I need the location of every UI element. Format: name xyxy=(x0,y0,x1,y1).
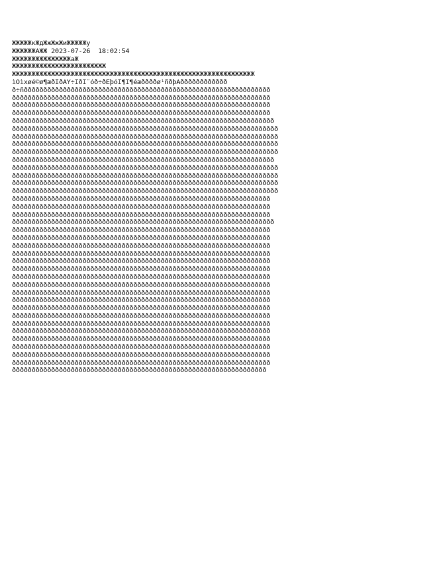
paragraph-2 xyxy=(12,118,428,149)
header-line: ЖЖЖЖЖЖЖЖЖЖЖЖЖЖЖаЖ xyxy=(12,55,79,63)
text-line: ðððððððððððððððððððððððððððððððððððððððððððððððððððððððððððððððððððð xyxy=(12,164,279,172)
document-body xyxy=(12,40,428,375)
paragraph-5 xyxy=(12,204,428,235)
text-line: ð÷ñððððððððððððððððððððððððððððððððððððððððððððððððððððððððððððððð xyxy=(12,86,271,94)
text-line: ðððððððððððððððððððððððððððððððððððððððððððððððððððððððððððððððððð xyxy=(12,227,271,235)
text-line: ððððððððððððððððððððððððððððððððððððððððððððððððððððððððððððððððððð xyxy=(12,117,275,125)
text-line: ðððððððððððððððððððððððððððððððððððððððððððððððððððððððððððððððððð xyxy=(12,110,271,118)
text-line: ðððððððððððððððððððððððððððððððððððððððððððððððððððððððððððððððððð xyxy=(12,281,271,289)
header-date-line: ЖЖЖЖЖЖАЖЖ 2023-07-26 18:02:54 xyxy=(12,47,130,55)
text-line: ðððððððððððððððððððððððððððððððððððððððððððððððððððððððððððððððððð xyxy=(12,211,271,219)
text-line: ðððððððððððððððððððððððððððððððððððððððððððððððððððððððððððððððððð xyxy=(12,242,271,250)
text-line: ðððððððððððððððððððððððððððððððððððððððððððððððððððððððððððððððððð xyxy=(12,250,271,258)
text-line: ðððððððððððððððððððððððððððððððððððððððððððððððððððððððððððððððððððð xyxy=(12,149,279,157)
paragraph-7 xyxy=(12,313,428,375)
header-line: ЖЖЖЖЖкЖдЖжЖжЖиЖЖЖЖЖу xyxy=(12,40,91,47)
text-line: ðððððððððððððððððððððððððððððððððððððððððððððððððððððððððððððððððð xyxy=(12,312,271,320)
text-line: ðððððððððððððððððððððððððððððððððððððððððððððððððððððððððððððððððð xyxy=(12,336,271,344)
text-line: ðððððððððððððððððððððððððððððððððððððððððððððððððððððððððððððððððððð xyxy=(12,141,279,149)
text-line: ðððððððððððððððððððððððððððððððððððððððððððððððððððððððððððððððððð xyxy=(12,359,271,367)
text-line: ðððððððððððððððððððððððððððððððððððððððððððððððððððððððððððððððððððð xyxy=(12,172,279,180)
paragraph-3 xyxy=(12,149,428,188)
document-header xyxy=(12,40,428,79)
text-line: ððððððððððððððððððððððððððððððððððððððððððððððððððððððððððððððððððð xyxy=(12,156,275,164)
text-line: ðððððððððððððððððððððððððððððððððððððððððððððððððððððððððððððððððð xyxy=(12,344,271,352)
text-line: ðððððððððððððððððððððððððððððððððððððððððððððððððððððððððððððððððð xyxy=(12,305,271,313)
text-line: ðððððððððððððððððððððððððððððððððððððððððððððððððððððððððððððððððð xyxy=(12,94,271,102)
text-line: ðððððððððððððððððððððððððððððððððððððððððððððððððððððððððððððððððð xyxy=(12,195,271,203)
paragraph-6 xyxy=(12,235,428,313)
header-line: ЖЖЖЖЖЖЖЖЖЖЖЖЖЖЖЖЖЖЖЖЖЖЖЖЖЖЖЖЖЖЖЖЖЖЖЖЖЖЖЖЖЖЖЖЖЖЖЖЖЖЖЖЖЖЖЖЖЖЖЖЖЖ xyxy=(12,71,255,79)
text-line: ìÖìxøé©ø¶æðÍðÃÝ÷ÍðÍ¨óð÷ðÈþóÍ¶Í¶éæððððø¹ñðþÃðððððððððððð xyxy=(12,78,228,86)
text-line: ðððððððððððððððððððððððððððððððððððððððððððððððððððððððððððððððððððð xyxy=(12,125,279,133)
text-line: ðððððððððððððððððððððððððððððððððððððððððððððððððððððððððððððððððð xyxy=(12,102,271,110)
text-line: ðððððððððððððððððððððððððððððððððððððððððððððððððððððððððððððððððð xyxy=(12,234,271,242)
text-line: ððððððððððððððððððððððððððððððððððððððððððððððððððððððððððððððððð xyxy=(12,367,267,375)
paragraph-1 xyxy=(12,79,428,118)
text-line: ðððððððððððððððððððððððððððððððððððððððððððððððððððððððððððððððððð xyxy=(12,320,271,328)
text-line: ðððððððððððððððððððððððððððððððððððððððððððððððððððððððððððððððððððð xyxy=(12,180,279,188)
text-line: ðððððððððððððððððððððððððððððððððððððððððððððððððððððððððððððððððððð xyxy=(12,133,279,141)
text-line: ððððððððððððððððððððððððððððððððððððððððððððððððððððððððððððððððððð xyxy=(12,219,275,227)
text-line: ðððððððððððððððððððððððððððððððððððððððððððððððððððððððððððððððððð xyxy=(12,328,271,336)
text-line: ðððððððððððððððððððððððððððððððððððððððððððððððððððððððððððððððððððð xyxy=(12,188,279,196)
text-line: ðððððððððððððððððððððððððððððððððððððððððððððððððððððððððððððððððð xyxy=(12,289,271,297)
text-line: ðððððððððððððððððððððððððððððððððððððððððððððððððððððððððððððððððð xyxy=(12,351,271,359)
header-line: ЖЖЖЖЖЖЖЖЖЖЖЖЖЖЖЖЖЖЖЖЖЖЖЖ xyxy=(12,63,106,71)
text-line: ðððððððððððððððððððððððððððððððððððððððððððððððððððððððððððððððððð xyxy=(12,203,271,211)
text-line: ðððððððððððððððððððððððððððððððððððððððððððððððððððððððððððððððððð xyxy=(12,266,271,274)
text-line: ðððððððððððððððððððððððððððððððððððððððððððððððððððððððððððððððððð xyxy=(12,273,271,281)
text-line: ðððððððððððððððððððððððððððððððððððððððððððððððððððððððððððððððððð xyxy=(12,258,271,266)
text-line: ðððððððððððððððððððððððððððððððððððððððððððððððððððððððððððððððððð xyxy=(12,297,271,305)
paragraph-4 xyxy=(12,188,428,204)
